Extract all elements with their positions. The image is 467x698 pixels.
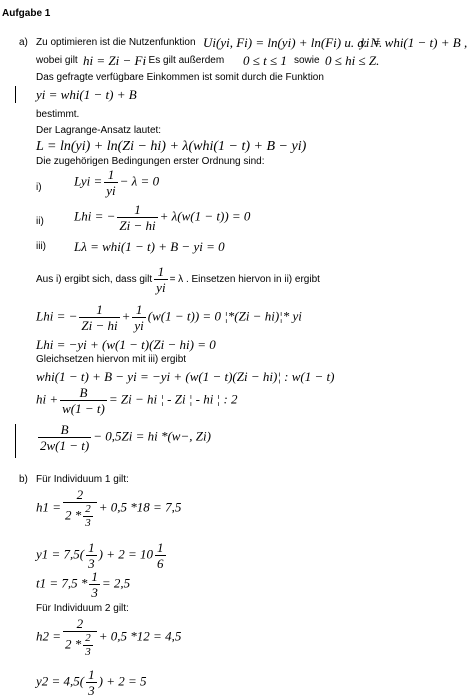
lagrange-formula: L = ln(yi) + ln(Zi − hi) + λ(whi(1 − t) + B − yi): [36, 139, 307, 154]
bestimmt-text: bestimmt.: [36, 109, 80, 120]
intro-text-4: sowie: [294, 55, 320, 66]
substitution-equation: Lhi = − $\frac{1}{Zi - hi}$ + $\frac{1}{yi}$ (w(1 − t)) = 0 ¦*(Zi − hi)¦* yi: [36, 302, 302, 333]
cond-ii-label: ii): [36, 216, 44, 227]
individual-2-text: Für Individuum 2 gilt:: [36, 603, 129, 614]
budget-constraint: yi = whi(1 − t) + B ,: [360, 35, 467, 50]
intro-text-2: wobei gilt: [36, 55, 78, 66]
income-text: Das gefragte verfügbare Einkommen ist somit durch die Funktion: [36, 72, 324, 83]
substitution-line-2: Lhi = −yi + (w(1 − t)(Zi − hi) = 0: [36, 337, 216, 352]
intro-text-3: . Es gilt außerdem: [143, 55, 225, 66]
t1-equation: t1 = 7,5 * $\frac{1}{3}$ = 2,5: [36, 569, 131, 600]
cond-iii-equation: Lλ = whi(1 − t) + B − yi = 0: [74, 239, 225, 254]
y1-equation: y1 = 7,5( $\frac{1}{3}$ ) + 2 = 10 $\frac{1}{6}$: [36, 540, 164, 571]
highlight-bar: [15, 424, 16, 458]
part-a-label: a): [19, 37, 28, 48]
equate-line-2: hi + $\frac{B}{w(1 - t)}$ = Zi − hi ¦ - Zi ¦ - hi ¦ : 2: [36, 385, 238, 416]
result-equation: $\frac{B}{2w(1 - t)}$ − 0,5Zi = hi *(w−, Zi): [40, 422, 211, 453]
equate-line-1: whi(1 − t) + B − yi = −yi + (w(1 − t)(Zi − hi)¦ : w(1 − t): [36, 369, 335, 384]
cond-ii-equation: Lhi = − $\frac{1}{Zi - hi}$ + λ(w(1 − t)) = 0: [74, 202, 251, 233]
h1-equation: h1 = 2 2 * $\frac{2}{3}$ + 0,5 *18 = 7,5: [36, 487, 182, 529]
utility-function: Ui(yi, Fi) = ln(yi) + ln(Fi) u. d. N.: [203, 35, 383, 50]
t-range: 0 ≤ t ≤ 1: [243, 53, 287, 68]
page-title: Aufgabe 1: [2, 8, 51, 19]
individual-1-text: Für Individuum 1 gilt:: [36, 474, 129, 485]
income-formula: yi = whi(1 − t) + B: [36, 87, 137, 102]
from-i-line: Aus i) ergibt sich, dass gilt $\frac{1}{yi}$ = λ . Einsetzen hiervon in ii) ergibt: [36, 264, 320, 295]
foc-text: Die zugehörigen Bedingungen erster Ordnung sind:: [36, 156, 265, 167]
highlight-bar: [15, 86, 16, 103]
y2-equation: y2 = 4,5( $\frac{1}{3}$ ) + 2 = 5: [36, 667, 147, 698]
part-b-label: b): [19, 474, 28, 485]
h2-equation: h2 = 2 2 * $\frac{2}{3}$ + 0,5 *12 = 4,5: [36, 616, 182, 658]
cond-i-label: i): [36, 182, 42, 193]
equate-text: Gleichsetzen hiervon mit iii) ergibt: [36, 354, 187, 365]
h-definition: hi = Zi − Fi: [83, 53, 147, 68]
h-range: 0 ≤ hi ≤ Z.: [325, 53, 380, 68]
cond-i-equation: Lyi = $\frac{1}{yi}$ − λ = 0: [74, 167, 160, 198]
intro-text-1: Zu optimieren ist die Nutzenfunktion: [36, 37, 196, 48]
cond-iii-label: iii): [36, 241, 46, 252]
lagrange-text: Der Lagrange-Ansatz lautet:: [36, 125, 162, 136]
